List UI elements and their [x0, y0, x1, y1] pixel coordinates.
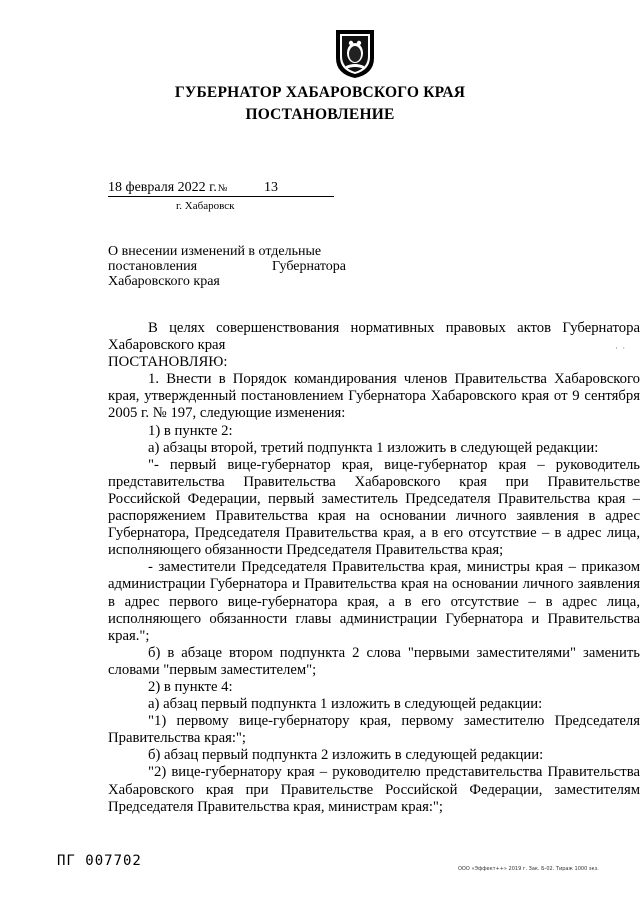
coat-of-arms-icon: [334, 28, 376, 80]
body-paragraph: "2) вице-губернатору края – руководителю представительства Правительства Хабаровского края при Правительстве Российской Федерации, заместителям Председателя Правительства края, министрам края:";: [108, 764, 640, 815]
date-underline: [108, 196, 334, 197]
document-type: ПОСТАНОВЛЕНИЕ: [245, 106, 395, 123]
body-paragraph: - заместители Председателя Правительства края, министры края – приказом администрации Губернатора и Правительства края на основании личного заявления в адрес первого вице-губернатора края, а в его отсутствие – в адрес лица, исполняющего обязанности главы администрации Губернатора и Правительства края.";: [108, 559, 640, 644]
body-paragraph: б) в абзаце втором подпункта 2 слова "первыми заместителями" заменить словами "первым заместителем";: [108, 644, 640, 678]
subject-line-3: Хабаровского края: [108, 274, 220, 289]
subject-word-1: постановления: [108, 259, 198, 274]
document-date: 18 февраля 2022 г.: [108, 180, 217, 195]
subject-line-1: О внесении изменений в отдельные: [108, 244, 322, 259]
document-body: [108, 320, 640, 816]
authority-title: ГУБЕРНАТОР ХАБАРОВСКОГО КРАЯ: [174, 84, 466, 101]
subject-word-2: Губернатора: [271, 259, 346, 274]
city: г. Хабаровск: [176, 200, 235, 212]
body-paragraph: ПОСТАНОВЛЯЮ:: [108, 354, 228, 371]
body-paragraph: а) абзацы второй, третий подпункта 1 изложить в следующей редакции:: [148, 439, 599, 456]
body-paragraph: 2) в пункте 4:: [148, 678, 233, 695]
date-number-line: [108, 180, 334, 197]
body-paragraph: а) абзац первый подпункта 1 изложить в следующей редакции:: [148, 696, 543, 713]
body-paragraph: 1. Внести в Порядок командирования членов Правительства Хабаровского края, утвержденный постановлением Губернатора Хабаровского края от 9 сентября 2005 г. № 197, следующие изменения:: [108, 371, 640, 422]
body-paragraph: "1) первому вице-губернатору края, первому заместителю Председателя Правительства края:";: [108, 713, 640, 747]
printer-imprint: ООО «Эффект++» 2019 г. Зак. Б-02. Тираж 1000 экз.: [458, 866, 599, 872]
body-paragraph: 1) в пункте 2:: [148, 422, 233, 439]
form-code: ПГ 007702: [57, 853, 142, 869]
body-paragraph: "- первый вице-губернатор края, вице-губернатор края – руководитель представительства Правительства Хабаровского края при Правительстве Российской Федерации, первый заместитель Председателя Правительства края – распоряжением Правительства края на основании личного заявления в адрес Губернатора, Председателя Правительства края, а в его отсутствие – в адрес лица, исполняющего обязанности Председателя Правительства края;: [108, 456, 640, 559]
number-sign: №: [217, 183, 228, 194]
subject-line-2: [108, 259, 346, 274]
document-subject: [108, 244, 346, 289]
margin-mark: · ·: [615, 343, 627, 353]
body-paragraph: б) абзац первый подпункта 2 изложить в следующей редакции:: [148, 747, 544, 764]
document-number: 13: [264, 180, 278, 195]
body-paragraph: В целях совершенствования нормативных правовых актов Губернатора Хабаровского края: [108, 320, 640, 354]
